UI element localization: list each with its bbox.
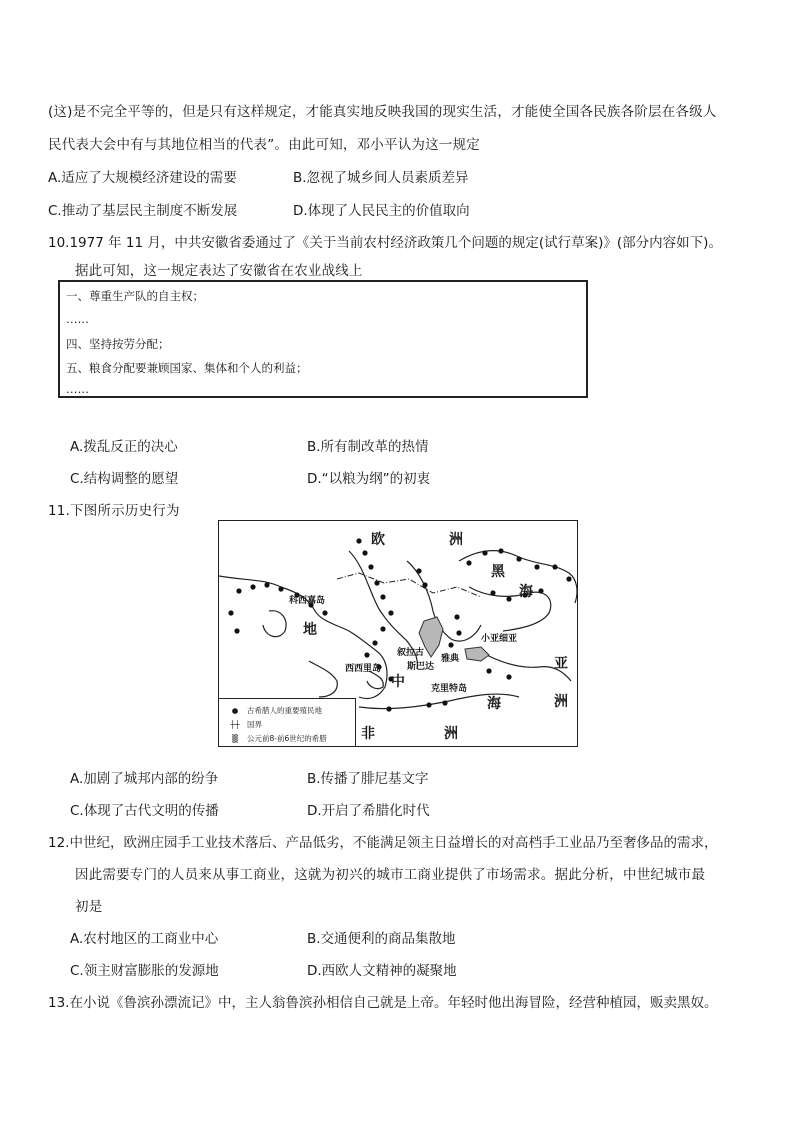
source-line: 四、坚持按劳分配； — [66, 337, 170, 351]
label-med-2: 中 — [391, 674, 405, 690]
q10-option-a[interactable]: A.拨乱反正的决心 — [70, 439, 178, 455]
q13-stem: 13.在小说《鲁滨孙漂流记》中，主人翁鲁滨孙相信自己就是上帝。年轻时他出海冒险，经营种植园，贩卖黑奴。 — [48, 995, 718, 1011]
label-sparta: 斯巴达 — [407, 662, 435, 672]
shaded-area-icon: ▒ — [232, 734, 238, 743]
label-athens: 雅典 — [441, 654, 460, 664]
q12-option-c[interactable]: C.领主财富膨胀的发源地 — [70, 963, 219, 979]
label-sicily: 西西里岛 — [345, 664, 382, 674]
dot-icon: ● — [231, 706, 239, 715]
q9-stem-line-2: 民代表大会中有与其地位相当的代表”。由此可知，邓小平认为这一规定 — [48, 137, 480, 153]
q10-stem: 10.1977 年 11 月，中共安徽省委通过了《关于当前农村经济政策几个问题的规定(试行草案)》(部分内容如下)。 — [48, 235, 722, 251]
label-syracuse: 叙拉古 — [397, 648, 425, 658]
legend-item-greece — [227, 733, 327, 744]
q9-option-d[interactable]: D.体现了人民民主的价值取向 — [293, 203, 470, 219]
source-line: 五、粮食分配要兼顾国家、集体和个人的利益； — [66, 361, 308, 375]
label-corsica: 科西嘉岛 — [289, 596, 326, 606]
q12-stem-line-1: 12.中世纪，欧洲庄园手工业技术落后、产品低劣，不能满足领主日益增长的对高档手工业品乃至奢侈品的需求， — [48, 835, 718, 851]
greek-colonies-map — [218, 520, 578, 747]
q11-option-c[interactable]: C.体现了古代文明的传播 — [70, 803, 219, 819]
q12-option-b[interactable]: B.交通便利的商品集散地 — [307, 931, 456, 947]
legend-label: 国界 — [247, 720, 262, 729]
label-med-3: 海 — [487, 696, 501, 712]
q9-option-c[interactable]: C.推动了基层民主制度不断发展 — [48, 203, 238, 219]
q11-option-b[interactable]: B.传播了腓尼基文字 — [307, 771, 429, 787]
q10-option-b[interactable]: B.所有制改革的热情 — [307, 439, 429, 455]
q9-option-a[interactable]: A.适应了大规模经济建设的需要 — [48, 170, 237, 186]
label-asia-minor: 小亚细亚 — [481, 634, 518, 644]
map-legend — [219, 698, 356, 747]
q10-option-c[interactable]: C.结构调整的愿望 — [70, 471, 179, 487]
q12-stem-line-2: 因此需要专门的人员来从事工商业，这就为初兴的城市工商业提供了市场需求。据此分析，中世纪城市最 — [75, 867, 706, 883]
label-asia-2: 洲 — [554, 694, 568, 710]
q12-stem-line-3: 初是 — [75, 899, 103, 915]
legend-item-border — [227, 719, 262, 730]
label-europe-2: 洲 — [449, 532, 463, 548]
q11-option-d[interactable]: D.开启了希腊化时代 — [307, 803, 430, 819]
q10-source-box — [58, 280, 588, 398]
q11-stem: 11.下图所示历史行为 — [48, 503, 180, 519]
label-asia-1: 亚 — [554, 656, 568, 672]
label-med-1: 地 — [303, 622, 317, 638]
label-black-sea-2: 海 — [519, 584, 533, 600]
legend-label: 公元前8-前6世纪的希腊 — [247, 734, 327, 743]
q11-option-a[interactable]: A.加剧了城邦内部的纷争 — [70, 771, 219, 787]
source-line: …… — [66, 312, 89, 326]
q12-option-d[interactable]: D.西欧人文精神的凝聚地 — [307, 963, 457, 979]
q12-option-a[interactable]: A.农村地区的工商业中心 — [70, 931, 219, 947]
q9-stem-line-1: (这)是不完全平等的，但是只有这样规定，才能真实地反映我国的现实生活，才能使全国各民族各阶层在各级人 — [48, 104, 717, 120]
label-black-sea-1: 黑 — [491, 564, 505, 580]
label-crete: 克里特岛 — [431, 684, 468, 694]
source-line: 一、尊重生产队的自主权； — [66, 289, 204, 303]
legend-item-colony — [227, 705, 322, 716]
q10-option-d[interactable]: D.“以粮为纲”的初衷 — [307, 471, 431, 487]
label-europe-1: 欧 — [371, 532, 385, 548]
label-africa-2: 洲 — [444, 726, 458, 742]
legend-label: 古希腊人的重要殖民地 — [247, 706, 322, 715]
q10-stem-continued: 据此可知，这一规定表达了安徽省在农业战线上 — [75, 263, 363, 279]
border-line-icon: ┼┼ — [230, 720, 240, 729]
label-africa-1: 非 — [361, 726, 375, 742]
q9-option-b[interactable]: B.忽视了城乡间人员素质差异 — [293, 170, 469, 186]
source-line: …… — [66, 382, 89, 396]
